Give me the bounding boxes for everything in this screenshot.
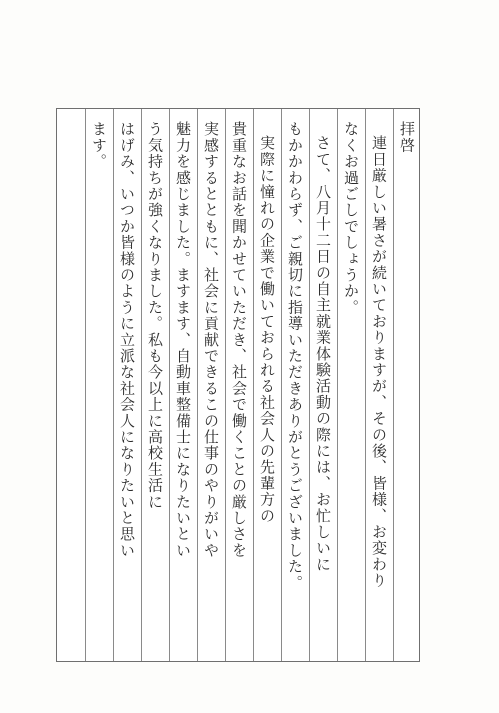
letter-line-10: はげみ、いつか皆様のように立派な社会人になりたいと思い: [118, 121, 136, 559]
letter-line-11: ます。: [90, 121, 108, 170]
letter-line-5: 実際に憧れの企業で働いておられる社会人の先輩方の: [258, 135, 276, 524]
ruled-line: [85, 109, 86, 661]
letter-line-9: う気持ちが強くなりました。私も今以上に高校生活に: [146, 121, 164, 510]
letter-line-7: 実感するとともに、社会に貢献できるこの仕事のやりがいや: [202, 121, 220, 559]
salutation: 拝啓: [398, 121, 416, 154]
letter-line-2: なくお過ごしでしょうか。: [342, 121, 360, 316]
letter-line-1: 連日厳しい暑さが続いておりますが、その後、皆様、お変わり: [370, 135, 388, 589]
letter-line-8: 魅力を感じました。ますます、自動車整備士になりたいとい: [174, 121, 192, 559]
ruled-line: [393, 109, 394, 661]
letter-line-3: さて、八月十二日の自主就業体験活動の際には、お忙しいに: [314, 135, 332, 573]
letter-line-4: もかかわらず、ご親切に指導いただきありがとうございました。: [286, 121, 304, 591]
letter-line-6: 貴重なお話を聞かせていただき、社会で働くことの厳しさを: [230, 121, 248, 559]
letter-sheet: [56, 108, 420, 662]
